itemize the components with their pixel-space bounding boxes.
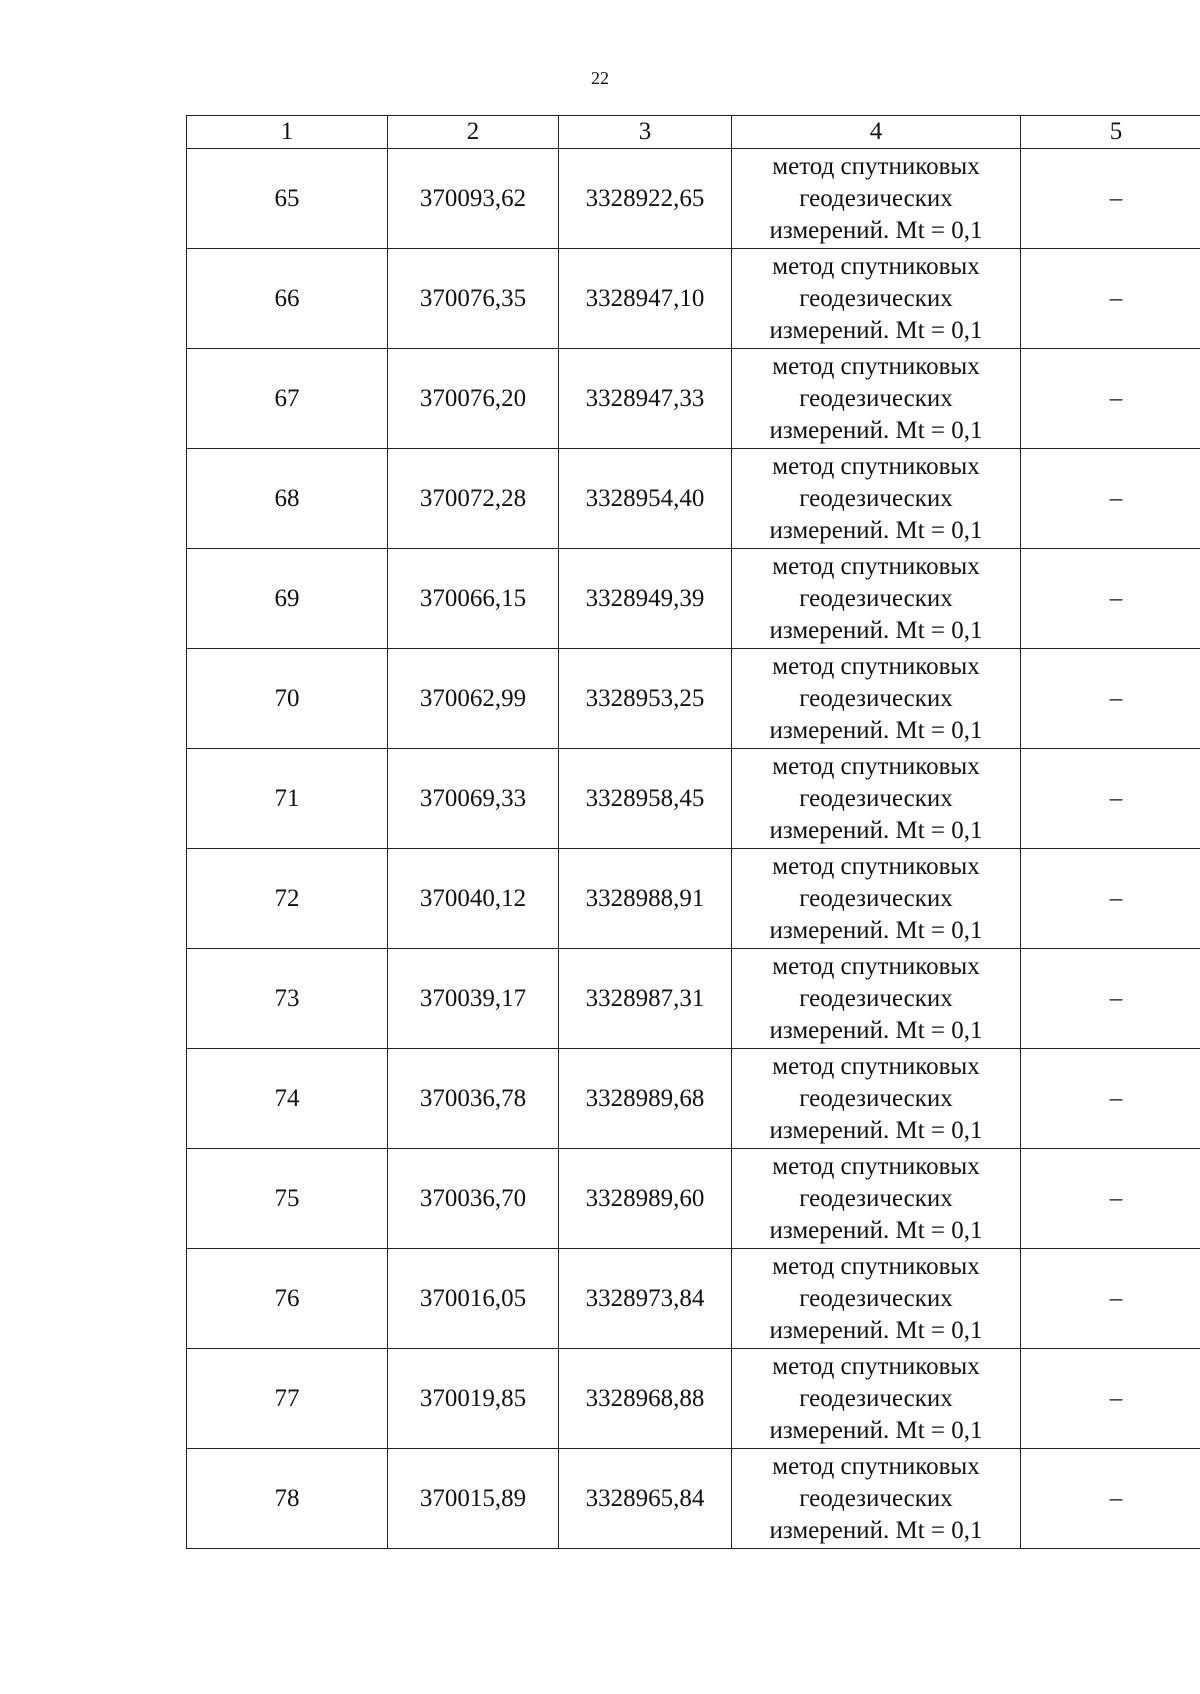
method-cell — [732, 749, 1021, 849]
point-number-cell: 68 — [187, 449, 388, 549]
method-line: измерений. Mt = 0,1 — [769, 916, 983, 944]
y-coordinate-cell: 3328947,10 — [559, 249, 732, 349]
method-line: метод спутниковых — [772, 952, 980, 980]
method-line: измерений. Mt = 0,1 — [769, 316, 983, 344]
point-number-cell: 75 — [187, 1149, 388, 1249]
y-coordinate-cell: 3328949,39 — [559, 549, 732, 649]
point-number-cell: 69 — [187, 549, 388, 649]
method-line: измерений. Mt = 0,1 — [769, 516, 983, 544]
page-number: 22 — [591, 68, 609, 88]
y-coordinate-cell: 3328988,91 — [559, 849, 732, 949]
x-coordinate-cell: 370016,05 — [388, 1249, 559, 1349]
table-row — [187, 649, 1200, 749]
point-number-cell: 72 — [187, 849, 388, 949]
method-line: метод спутниковых — [772, 1052, 980, 1080]
table-row — [187, 949, 1200, 1049]
method-line: метод спутниковых — [772, 352, 980, 380]
method-line: измерений. Mt = 0,1 — [769, 1116, 983, 1144]
method-line: метод спутниковых — [772, 1152, 980, 1180]
note-cell: – — [1021, 349, 1200, 449]
method-line: метод спутниковых — [772, 852, 980, 880]
note-cell: – — [1021, 149, 1200, 249]
method-line: измерений. Mt = 0,1 — [769, 1216, 983, 1244]
method-line: измерений. Mt = 0,1 — [769, 1316, 983, 1344]
coordinates-table-container — [186, 115, 1146, 1549]
method-line: метод спутниковых — [772, 452, 980, 480]
note-cell: – — [1021, 1449, 1200, 1549]
method-cell — [732, 349, 1021, 449]
method-line: геодезических — [799, 584, 953, 612]
y-coordinate-cell: 3328965,84 — [559, 1449, 732, 1549]
method-line: геодезических — [799, 484, 953, 512]
method-line: геодезических — [799, 884, 953, 912]
method-line: геодезических — [799, 1284, 953, 1312]
method-line: измерений. Mt = 0,1 — [769, 816, 983, 844]
method-line: метод спутниковых — [772, 652, 980, 680]
y-coordinate-cell: 3328958,45 — [559, 749, 732, 849]
note-cell: – — [1021, 1249, 1200, 1349]
table-row — [187, 1349, 1200, 1449]
method-line: метод спутниковых — [772, 1452, 980, 1480]
x-coordinate-cell: 370076,20 — [388, 349, 559, 449]
point-number-cell: 78 — [187, 1449, 388, 1549]
header-col-5: 5 — [1021, 116, 1200, 149]
x-coordinate-cell: 370039,17 — [388, 949, 559, 1049]
point-number-cell: 70 — [187, 649, 388, 749]
table-row — [187, 1049, 1200, 1149]
x-coordinate-cell: 370036,78 — [388, 1049, 559, 1149]
y-coordinate-cell: 3328922,65 — [559, 149, 732, 249]
method-cell — [732, 249, 1021, 349]
point-number-cell: 76 — [187, 1249, 388, 1349]
table-row — [187, 349, 1200, 449]
method-line: метод спутниковых — [772, 752, 980, 780]
method-line: геодезических — [799, 1384, 953, 1412]
note-cell: – — [1021, 949, 1200, 1049]
point-number-cell: 77 — [187, 1349, 388, 1449]
note-cell: – — [1021, 449, 1200, 549]
table-row — [187, 249, 1200, 349]
header-col-2: 2 — [388, 116, 559, 149]
method-cell — [732, 949, 1021, 1049]
method-line: метод спутниковых — [772, 1252, 980, 1280]
method-line: геодезических — [799, 1184, 953, 1212]
note-cell: – — [1021, 649, 1200, 749]
point-number-cell: 66 — [187, 249, 388, 349]
method-cell — [732, 549, 1021, 649]
table-row — [187, 1449, 1200, 1549]
method-line: измерений. Mt = 0,1 — [769, 716, 983, 744]
method-line: измерений. Mt = 0,1 — [769, 416, 983, 444]
method-cell — [732, 1049, 1021, 1149]
method-cell — [732, 149, 1021, 249]
method-line: геодезических — [799, 1484, 953, 1512]
x-coordinate-cell: 370066,15 — [388, 549, 559, 649]
note-cell: – — [1021, 1349, 1200, 1449]
header-row — [187, 116, 1200, 149]
method-cell — [732, 1449, 1021, 1549]
y-coordinate-cell: 3328987,31 — [559, 949, 732, 1049]
note-cell: – — [1021, 549, 1200, 649]
point-number-cell: 73 — [187, 949, 388, 1049]
y-coordinate-cell: 3328973,84 — [559, 1249, 732, 1349]
method-cell — [732, 649, 1021, 749]
coordinates-table — [186, 115, 1200, 1549]
method-line: геодезических — [799, 684, 953, 712]
note-cell: – — [1021, 1149, 1200, 1249]
table-header — [187, 116, 1200, 149]
method-cell — [732, 1349, 1021, 1449]
method-line: метод спутниковых — [772, 252, 980, 280]
x-coordinate-cell: 370076,35 — [388, 249, 559, 349]
method-line: измерений. Mt = 0,1 — [769, 1516, 983, 1544]
x-coordinate-cell: 370019,85 — [388, 1349, 559, 1449]
method-cell — [732, 849, 1021, 949]
note-cell: – — [1021, 849, 1200, 949]
method-line: геодезических — [799, 384, 953, 412]
y-coordinate-cell: 3328947,33 — [559, 349, 732, 449]
method-line: метод спутниковых — [772, 152, 980, 180]
x-coordinate-cell: 370093,62 — [388, 149, 559, 249]
header-col-3: 3 — [559, 116, 732, 149]
table-body — [187, 149, 1200, 1549]
table-row — [187, 1149, 1200, 1249]
method-line: геодезических — [799, 284, 953, 312]
method-line: метод спутниковых — [772, 1352, 980, 1380]
x-coordinate-cell: 370036,70 — [388, 1149, 559, 1249]
method-line: измерений. Mt = 0,1 — [769, 216, 983, 244]
x-coordinate-cell: 370040,12 — [388, 849, 559, 949]
note-cell: – — [1021, 249, 1200, 349]
table-row — [187, 1249, 1200, 1349]
y-coordinate-cell: 3328989,60 — [559, 1149, 732, 1249]
x-coordinate-cell: 370072,28 — [388, 449, 559, 549]
method-line: метод спутниковых — [772, 552, 980, 580]
point-number-cell: 65 — [187, 149, 388, 249]
point-number-cell: 71 — [187, 749, 388, 849]
method-line: измерений. Mt = 0,1 — [769, 616, 983, 644]
table-row — [187, 449, 1200, 549]
point-number-cell: 74 — [187, 1049, 388, 1149]
method-cell — [732, 449, 1021, 549]
y-coordinate-cell: 3328989,68 — [559, 1049, 732, 1149]
note-cell: – — [1021, 749, 1200, 849]
header-col-4: 4 — [732, 116, 1021, 149]
method-line: геодезических — [799, 184, 953, 212]
header-col-1: 1 — [187, 116, 388, 149]
method-line: геодезических — [799, 784, 953, 812]
table-row — [187, 549, 1200, 649]
method-line: измерений. Mt = 0,1 — [769, 1416, 983, 1444]
method-line: геодезических — [799, 984, 953, 1012]
x-coordinate-cell: 370062,99 — [388, 649, 559, 749]
table-row — [187, 749, 1200, 849]
y-coordinate-cell: 3328954,40 — [559, 449, 732, 549]
x-coordinate-cell: 370069,33 — [388, 749, 559, 849]
method-line: геодезических — [799, 1084, 953, 1112]
note-cell: – — [1021, 1049, 1200, 1149]
y-coordinate-cell: 3328968,88 — [559, 1349, 732, 1449]
x-coordinate-cell: 370015,89 — [388, 1449, 559, 1549]
y-coordinate-cell: 3328953,25 — [559, 649, 732, 749]
method-cell — [732, 1149, 1021, 1249]
method-line: измерений. Mt = 0,1 — [769, 1016, 983, 1044]
point-number-cell: 67 — [187, 349, 388, 449]
method-cell — [732, 1249, 1021, 1349]
table-row — [187, 849, 1200, 949]
table-row — [187, 149, 1200, 249]
